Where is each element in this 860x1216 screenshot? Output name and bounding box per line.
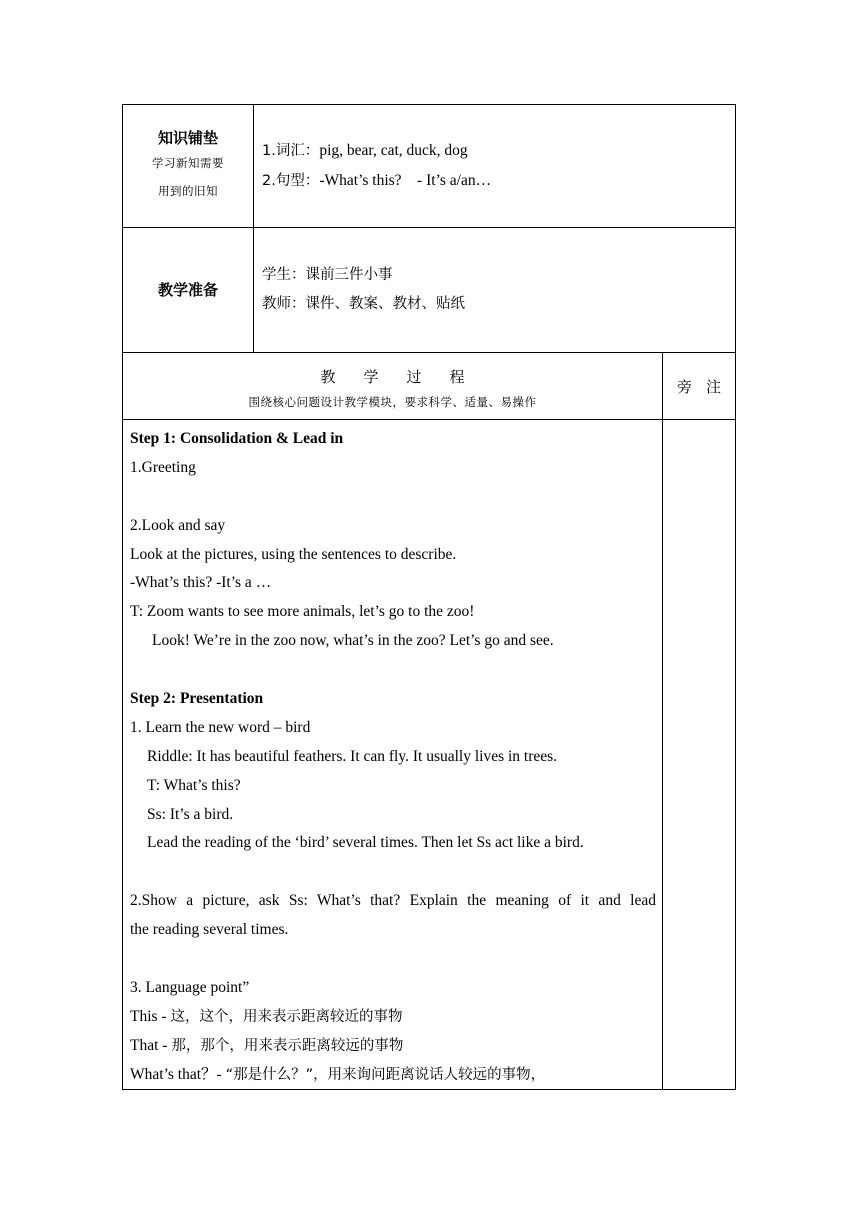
preparation-label: 教学准备 (157, 281, 218, 299)
teacher-prep: 教师：课件、教案、教材、贴纸 (262, 296, 465, 312)
dialog-line: -What’s this? -It’s a … (130, 574, 272, 592)
process-title: 教学过程 (320, 368, 493, 386)
knowledge-sub-2: 用到的旧知 (158, 184, 218, 198)
process-header-row (123, 353, 736, 420)
greeting-item: 1.Greeting (130, 458, 196, 476)
this-explanation (130, 1003, 656, 1032)
spacer (130, 945, 656, 974)
preparation-label-cell (123, 228, 254, 353)
show-picture-line-1: 2.Show a picture, ask Ss: What’s that? Explain the meaning of it and lead (130, 892, 656, 910)
look-description: Look at the pictures, using the sentences to describe. (130, 545, 457, 563)
that-meaning: 那，那个，用来表示距离较远的事物 (171, 1037, 404, 1054)
preparation-content-cell (254, 228, 736, 353)
pattern-prefix: 2.句型： (262, 173, 320, 189)
vocab-text: pig, bear, cat, duck, dog (319, 142, 468, 159)
this-term: This - (130, 1007, 171, 1025)
student-prep: 学生：课前三件小事 (262, 267, 393, 283)
knowledge-sub-1: 学习新知需要 (152, 156, 224, 170)
look-and-say-item: 2.Look and say (130, 516, 226, 534)
step2-title: Step 2: Presentation (130, 690, 264, 708)
knowledge-label: 知识铺垫 (157, 129, 218, 147)
lesson-plan-table (122, 104, 736, 1090)
step1-title: Step 1: Consolidation & Lead in (130, 430, 344, 447)
vocab-line (262, 136, 735, 166)
teacher-question-line: T: What’s this? (147, 776, 241, 794)
vocab-prefix: 1.词汇： (262, 143, 320, 159)
that-term: That - (130, 1036, 172, 1054)
spacer (130, 656, 656, 685)
pattern-line (262, 166, 735, 196)
knowledge-label-cell (123, 105, 254, 228)
show-picture-line-2: the reading several times. (130, 921, 289, 939)
side-notes-cell (663, 420, 736, 1090)
students-answer-line: Ss: It’s a bird. (147, 805, 234, 823)
process-body-row (123, 420, 736, 1090)
knowledge-row (123, 105, 736, 228)
spacer (130, 483, 656, 512)
pattern-text: -What’s this? - It’s a/an… (319, 172, 492, 189)
that-explanation (130, 1032, 656, 1061)
preparation-row (123, 228, 736, 353)
lead-reading-line: Lead the reading of the ‘bird’ several times. Then let Ss act like a bird. (147, 834, 584, 852)
whats-that-meaning: “那是什么？”，用来询问距离说话人较远的事物， (225, 1066, 546, 1083)
process-header-cell (123, 353, 663, 420)
spacer (130, 858, 656, 887)
process-body-cell (123, 420, 663, 1090)
language-point-item: 3. Language point” (130, 978, 250, 996)
process-subtitle: 围绕核心问题设计教学模块，要求科学、适量、易操作 (248, 395, 537, 409)
riddle-line: Riddle: It has beautiful feathers. It can fly. It usually lives in trees. (147, 747, 558, 765)
look-zoo-line: Look! We’re in the zoo now, what’s in the zoo? Let’s go and see. (152, 632, 554, 650)
whats-that-term: What’s that？- (130, 1065, 226, 1083)
whats-that-explanation (130, 1061, 656, 1090)
zoom-line: T: Zoom wants to see more animals, let’s go to the zoo! (130, 603, 475, 621)
side-notes-header: 旁注 (663, 353, 736, 420)
knowledge-content-cell (254, 105, 736, 228)
learn-bird-item: 1. Learn the new word – bird (130, 718, 311, 736)
this-meaning: 这，这个，用来表示距离较近的事物 (170, 1008, 403, 1025)
